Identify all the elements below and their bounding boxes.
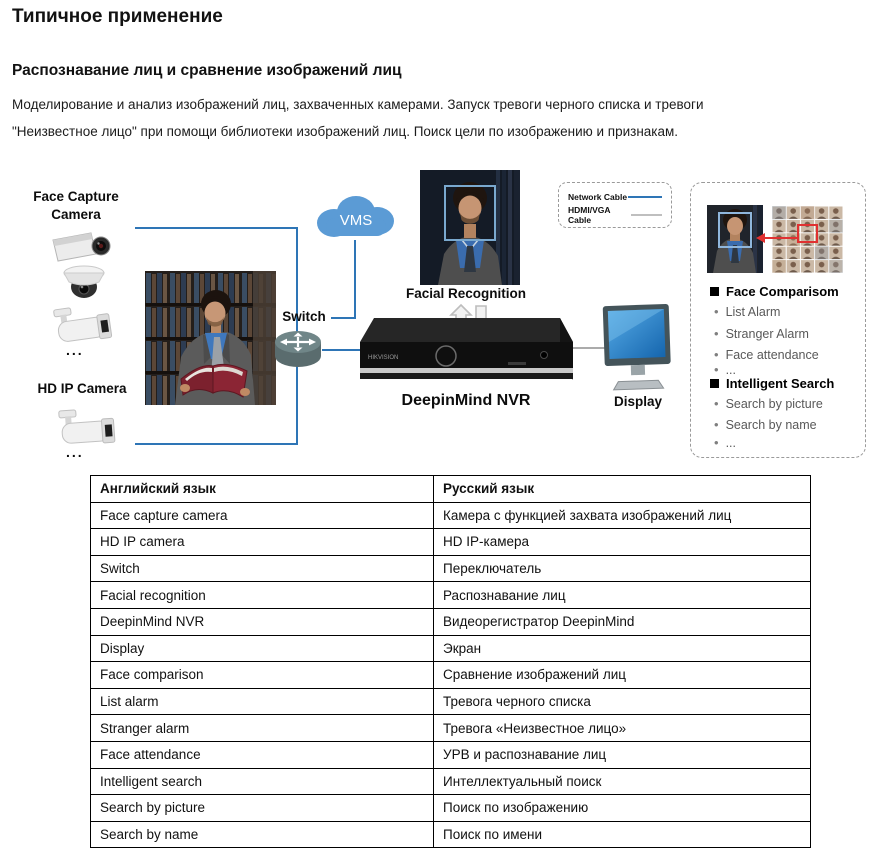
square-bullet-icon <box>710 287 719 296</box>
switch-icon <box>272 328 324 370</box>
panel-item: • List Alarm <box>714 304 781 319</box>
cell-ru: Тревога «Неизвестное лицо» <box>434 715 811 742</box>
bullet-icon: • <box>714 304 719 319</box>
table-header-row <box>91 476 811 503</box>
face-small-photo <box>707 205 763 273</box>
cell-ru: Экран <box>434 635 811 662</box>
panel-item: • Stranger Alarm <box>714 326 809 341</box>
table-row <box>91 768 811 795</box>
cell-ru: Камера с функцией захвата изображений лиц <box>434 502 811 529</box>
bullet-icon: • <box>714 347 719 362</box>
cell-en: HD IP camera <box>91 529 434 556</box>
panel-item: • ... <box>714 362 736 377</box>
body-line-1: Моделирование и анализ изображений лиц, захваченных камерами. Запуск тревоги черного списка и тревоги <box>12 97 704 112</box>
cable-legend <box>558 182 672 228</box>
switch-label: Switch <box>282 309 326 324</box>
legend-row-network <box>568 188 662 206</box>
table-row <box>91 555 811 582</box>
reading-man-photo <box>145 271 276 405</box>
cell-ru: УРВ и распознавание лиц <box>434 741 811 768</box>
facial-recognition-label: Facial Recognition <box>405 286 527 301</box>
body-line-2: "Неизвестное лицо" при помощи библиотеки изображений лиц. Поиск цели по изображению и признакам. <box>12 123 679 139</box>
vms-label: VMS <box>339 212 373 229</box>
square-bullet-icon <box>710 379 719 388</box>
face-comparison-heading: Face Comparisom <box>710 284 839 299</box>
panel-item: • Search by picture <box>714 396 823 411</box>
cell-en: Search by name <box>91 821 434 848</box>
cell-en: Switch <box>91 555 434 582</box>
display-icon <box>600 303 674 393</box>
camera-ellipsis-2: ... <box>66 444 84 460</box>
nvr-label: DeepinMind NVR <box>401 392 531 409</box>
cell-ru: Интеллектуальный поиск <box>434 768 811 795</box>
vms-switch-line <box>331 317 356 319</box>
camera-ellipsis-1: ... <box>66 342 84 358</box>
table-row <box>91 635 811 662</box>
cell-en: Face capture camera <box>91 502 434 529</box>
face-capture-camera-label: Face Capture Camera <box>33 189 119 222</box>
table-row <box>91 795 811 822</box>
cell-ru: Переключатель <box>434 555 811 582</box>
intelligent-search-heading: Intelligent Search <box>710 376 834 391</box>
legend-row-hdmi <box>568 206 662 224</box>
table-row <box>91 582 811 609</box>
hdmi-vga-cable-label: HDMI/VGA Cable <box>568 205 611 225</box>
section-body <box>12 92 852 145</box>
header-en: Английский язык <box>91 476 434 503</box>
bullet-camera-icon <box>50 302 118 346</box>
cell-ru: Поиск по изображению <box>434 795 811 822</box>
header-ru: Русский язык <box>434 476 811 503</box>
cell-ru: Сравнение изображений лиц <box>434 662 811 689</box>
panel-item: • ... <box>714 435 736 450</box>
dome-camera-icon <box>60 264 108 302</box>
bullet-camera-icon <box>54 405 122 449</box>
page-title: Типичное применение <box>12 6 223 27</box>
display-label: Display <box>613 394 663 409</box>
face-collage-photo <box>772 206 843 273</box>
table-row <box>91 821 811 848</box>
translation-table <box>90 475 811 848</box>
table-row <box>91 688 811 715</box>
cell-en: Intelligent search <box>91 768 434 795</box>
facial-recognition-photo <box>420 170 520 285</box>
bullet-icon: • <box>714 362 719 377</box>
table-row <box>91 741 811 768</box>
bullet-icon: • <box>714 326 719 341</box>
cell-ru: Поиск по имени <box>434 821 811 848</box>
cell-en: Display <box>91 635 434 662</box>
cell-en: Facial recognition <box>91 582 434 609</box>
cell-en: Stranger alarm <box>91 715 434 742</box>
vms-cloud-icon <box>306 190 402 244</box>
cell-en: Face attendance <box>91 741 434 768</box>
bullet-icon: • <box>714 435 719 450</box>
cell-ru: HD IP-камера <box>434 529 811 556</box>
cell-ru: Тревога черного списка <box>434 688 811 715</box>
table-row <box>91 662 811 689</box>
network-line-top <box>135 227 298 229</box>
cell-ru: Распознавание лиц <box>434 582 811 609</box>
table-row <box>91 502 811 529</box>
cell-ru: Видеорегистратор DeepinMind <box>434 608 811 635</box>
bullet-icon: • <box>714 396 719 411</box>
cell-en: DeepinMind NVR <box>91 608 434 635</box>
cell-en: List alarm <box>91 688 434 715</box>
network-line-bottom <box>135 443 298 445</box>
hdmi-vga-cable-sample <box>631 214 662 216</box>
section-heading: Распознавание лиц и сравнение изображений лиц <box>12 62 402 79</box>
cell-en: Search by picture <box>91 795 434 822</box>
panel-item: • Face attendance <box>714 347 819 362</box>
table-row <box>91 608 811 635</box>
network-cable-sample <box>628 196 662 198</box>
match-line <box>764 237 799 239</box>
bullet-icon: • <box>714 417 719 432</box>
table-row <box>91 529 811 556</box>
vms-drop-line <box>354 240 356 319</box>
panel-item: • Search by name <box>714 417 817 432</box>
box-camera-icon <box>50 229 114 265</box>
nvr-icon <box>358 310 576 394</box>
cell-en: Face comparison <box>91 662 434 689</box>
nvr-brand: HIKVISION <box>368 355 399 361</box>
network-cable-label: Network Cable <box>568 192 628 202</box>
hd-ip-camera-label: HD IP Camera <box>37 381 127 396</box>
table-row <box>91 715 811 742</box>
